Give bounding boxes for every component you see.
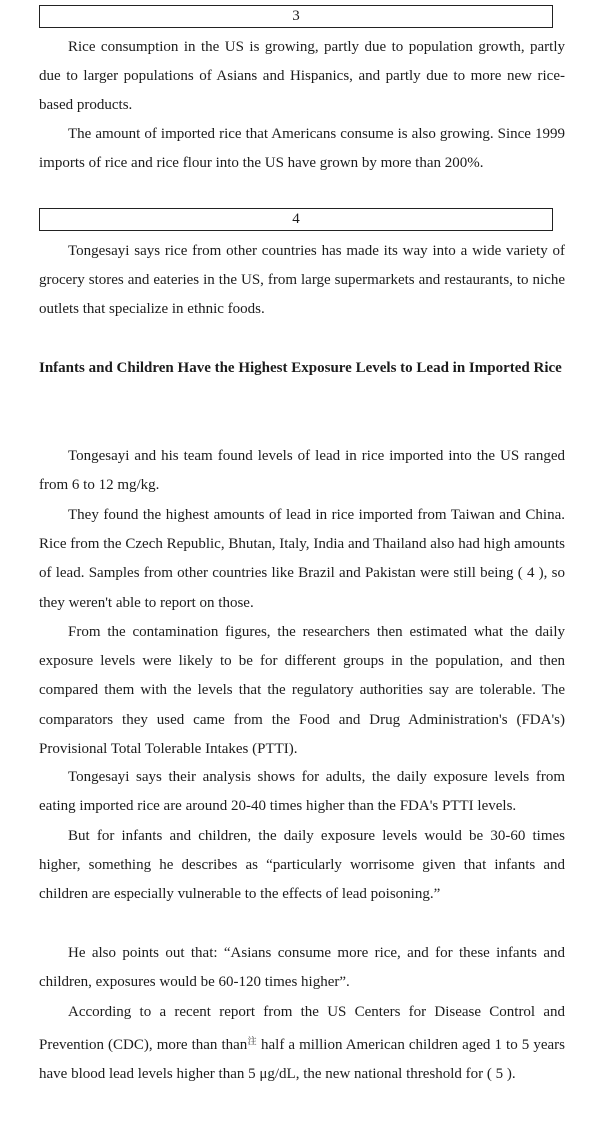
answer-box-3 xyxy=(39,5,553,28)
footnote-marker: 注 xyxy=(247,1036,257,1047)
paragraph-highest-amounts: They found the highest amounts of lead in rice imported from Taiwan and China. Rice from the Czech Republic, Bhutan, Italy, India and Thailand also had high amounts of lead. Samples from other countries like Brazil and Pakistan were still being ( 4 ), so they weren't able to report on those. xyxy=(39,507,565,611)
answer-box-4-number: 4 xyxy=(292,211,300,227)
section-heading: Infants and Children Have the Highest Exposure Levels to Lead in Imported Rice xyxy=(39,360,562,376)
paragraph-rice-consumption: Rice consumption in the US is growing, partly due to population growth, partly due to larger populations of Asians and Hispanics, and partly due to more new rice-based products. xyxy=(39,39,565,114)
cdc-text-part-1: According to a recent report from the US Centers for Disease Control and Prevention (CDC), more than than xyxy=(39,1004,565,1054)
paragraph-grocery-stores: Tongesayi says rice from other countries has made its way into a wide variety of grocery stores and eateries in the US, from large supermarkets and restaurants, to niche outlets that specialize in ethnic foods. xyxy=(39,243,565,318)
answer-box-3-number: 3 xyxy=(292,8,300,24)
paragraph-asian-exposure: He also points out that: “Asians consume more rice, and for these infants and children, exposures would be 60-120 times higher”. xyxy=(39,945,565,991)
paragraph-contamination-figures: From the contamination figures, the researchers then estimated what the daily exposure levels were likely to be for different groups in the population, and then compared them with the levels that the regulatory authorities say are tolerable. The comparators they used came from the Food and Drug Administration's (FDA's) Provisional Total Tolerable Intakes (PTTI). xyxy=(39,624,565,757)
paragraph-cdc-report xyxy=(39,998,565,1090)
paragraph-adult-exposure: Tongesayi says their analysis shows for adults, the daily exposure levels from eating imported rice are around 20-40 times higher than the FDA's PTTI levels. xyxy=(39,769,565,815)
answer-box-4 xyxy=(39,208,553,231)
paragraph-imported-rice: The amount of imported rice that Americans consume is also growing. Since 1999 imports of rice and rice flour into the US have grown by more than 200%. xyxy=(39,126,565,172)
paragraph-infant-exposure: But for infants and children, the daily exposure levels would be 30-60 times higher, something he describes as “particularly worrisome given that infants and children are especially vulnerable to the effects of lead poisoning.” xyxy=(39,828,565,903)
paragraph-lead-levels: Tongesayi and his team found levels of lead in rice imported into the US ranged from 6 to 12 mg/kg. xyxy=(39,448,565,494)
cdc-text-part-2: half a million American children aged 1 to 5 years have blood lead levels higher than 5 μg/dL, the new national threshold for ( 5 ). xyxy=(39,1037,565,1083)
